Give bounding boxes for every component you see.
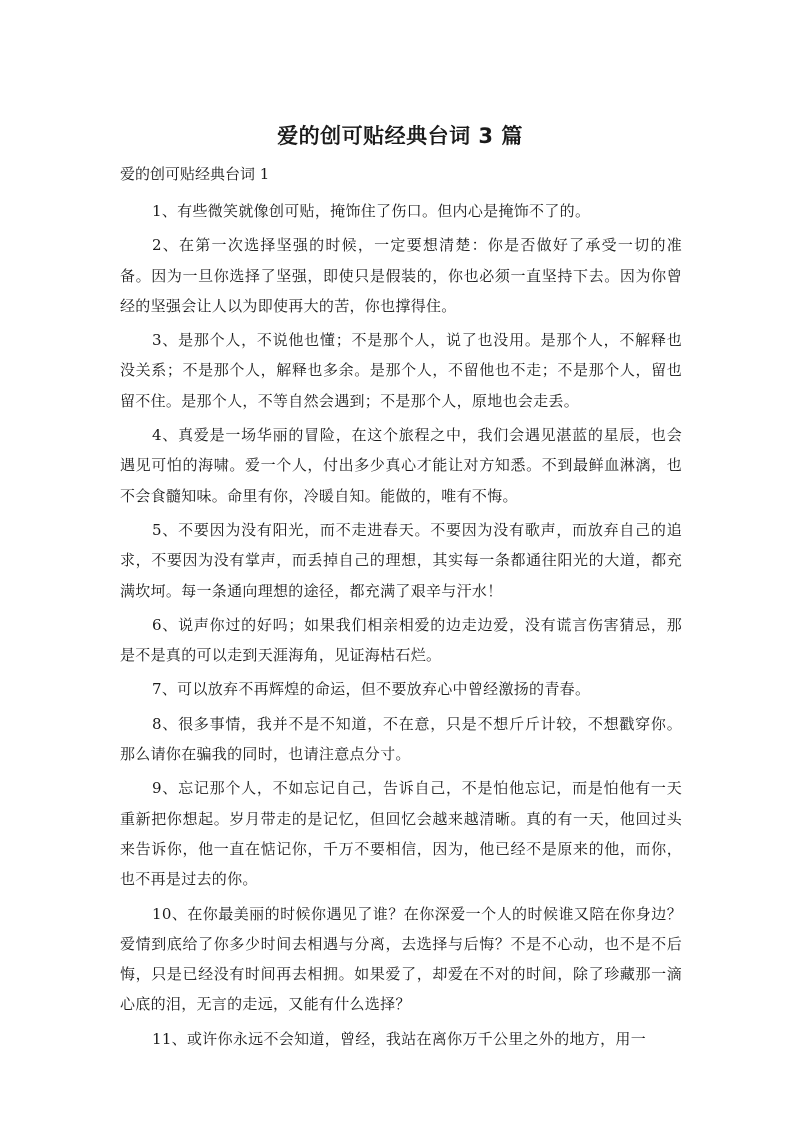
paragraph: 3、是那个人，不说他也懂；不是那个人，说了也没用。是那个人，不解释也没关系；不是那个人，解释也多余。是那个人，不留他也不走；不是那个人，留也留不住。是那个人，不等自然会遇到；不是那个人，原地也会走丢。 <box>120 331 682 410</box>
paragraph: 2、在第一次选择坚强的时候，一定要想清楚：你是否做好了承受一切的准备。因为一旦你选择了坚强，即使只是假装的，你也必须一直坚持下去。因为你曾经的坚强会让人以为即使再大的苦，你也撑得住。 <box>120 236 682 315</box>
paragraph: 9、忘记那个人，不如忘记自己，告诉自己，不是怕他忘记，而是怕他有一天重新把你想起。岁月带走的是记忆，但回忆会越来越清晰。真的有一天，他回过头来告诉你，他一直在惦记你，千万不要相信，因为，他已经不是原来的他，而你，也不再是过去的你。 <box>120 779 682 889</box>
paragraph: 7、可以放弃不再辉煌的命运，但不要放弃心中曾经激扬的青春。 <box>152 680 591 699</box>
document-body <box>120 196 682 1058</box>
paragraph: 6、说声你过的好吗；如果我们相亲相爱的边走边爱，没有谎言伤害猜忌，那是不是真的可以走到天涯海角，见证海枯石烂。 <box>120 615 682 665</box>
paragraph: 4、真爱是一场华丽的冒险，在这个旅程之中，我们会遇见湛蓝的星辰，也会遇见可怕的海啸。爱一个人，付出多少真心才能让对方知悉。不到最鲜血淋漓，也不会食髓知味。命里有你，冷暖自知。能做的，唯有不悔。 <box>120 426 682 505</box>
section-heading: 爱的创可贴经典台词 1 <box>120 165 270 183</box>
paragraph: 1、有些微笑就像创可贴，掩饰住了伤口。但内心是掩饰不了的。 <box>152 202 591 220</box>
paragraph: 5、不要因为没有阳光，而不走进春天。不要因为没有歌声，而放弃自己的追求，不要因为没有掌声，而丢掉自己的理想，其实每一条都通往阳光的大道，都充满坎坷。每一条通向理想的途径，都充满了艰辛与汗水！ <box>120 520 682 600</box>
document-title: 爱的创可贴经典台词 3 篇 <box>277 124 523 148</box>
paragraph: 10、在你最美丽的时候你遇见了谁？在你深爱一个人的时候谁又陪在你身边？爱情到底给了你多少时间去相遇与分离，去选择与后悔？不是不心动，也不是不后悔，只是已经没有时间再去相拥。如果爱了，却爱在不对的时间，除了珍藏那一滴心底的泪，无言的走远，又能有什么选择？ <box>120 904 682 1014</box>
paragraph: 11、或许你永远不会知道，曾经，我站在离你万千公里之外的地方，用一 <box>152 1029 646 1048</box>
paragraph: 8、很多事情，我并不是不知道，不在意，只是不想斤斤计较，不想戳穿你。那么请你在骗我的同时，也请注意点分寸。 <box>120 714 682 764</box>
